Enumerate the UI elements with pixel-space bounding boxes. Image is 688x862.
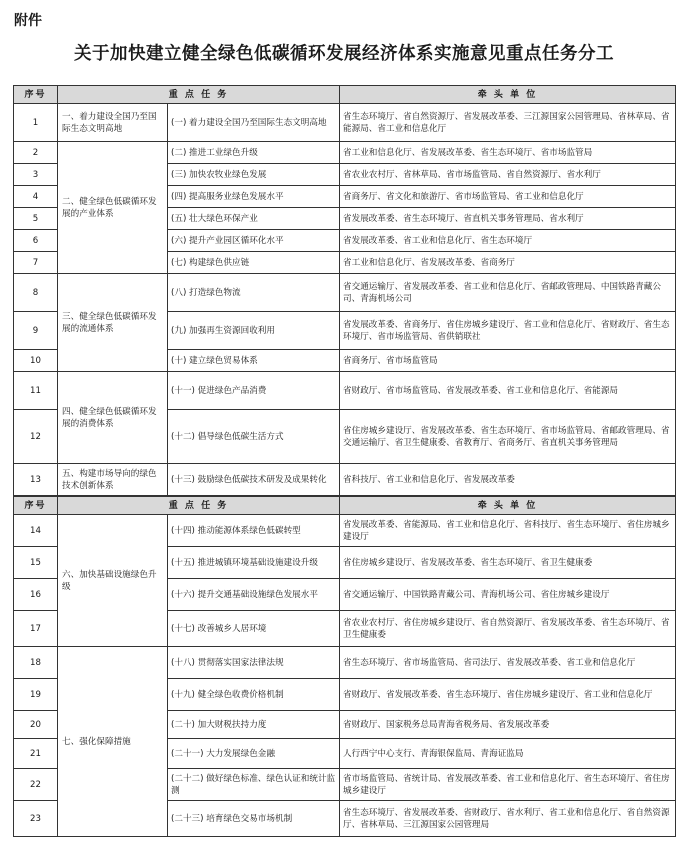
row-number: 6 [14,230,58,252]
task-cell: (十八) 贯彻落实国家法律法规 [168,647,340,679]
category-cell: 六、加快基础设施绿色升级 [58,515,168,647]
table-row [14,372,676,410]
document-title: 关于加快建立健全绿色低碳循环发展经济体系实施意见重点任务分工 [74,44,614,64]
table-row [14,647,676,679]
row-number: 8 [14,274,58,312]
row-number: 11 [14,372,58,410]
lead-cell: 省交通运输厅、省发展改革委、省工业和信息化厅、省邮政管理局、中国铁路青藏公司、青海机场公司 [340,274,676,312]
header-seq: 序号 [14,86,58,104]
lead-cell: 省生态环境厅、省市场监管局、省司法厅、省发展改革委、省工业和信息化厅 [340,647,676,679]
task-cell: (四) 提高服务业绿色发展水平 [168,186,340,208]
row-number: 19 [14,679,58,711]
header-task: 重 点 任 务 [58,86,340,104]
lead-cell: 省农业农村厅、省林草局、省市场监管局、省自然资源厅、省水利厅 [340,164,676,186]
task-cell: (二十) 加大财税扶持力度 [168,711,340,739]
lead-cell: 省发展改革委、省生态环境厅、省直机关事务管理局、省水利厅 [340,208,676,230]
table-row [14,464,676,496]
task-cell: (二十一) 大力发展绿色金融 [168,739,340,769]
category-cell: 二、健全绿色低碳循环发展的产业体系 [58,142,168,274]
lead-cell: 省住房城乡建设厅、省发展改革委、省生态环境厅、省市场监管局、省邮政管理局、省交通运输厅、省卫生健康委、省教育厅、省商务厅、省直机关事务管理局 [340,410,676,464]
lead-cell: 省财政厅、国家税务总局青海省税务局、省发展改革委 [340,711,676,739]
table-row [14,274,676,312]
task-cell: (三) 加快农牧业绿色发展 [168,164,340,186]
row-number: 18 [14,647,58,679]
table-row [14,104,676,142]
lead-cell: 省生态环境厅、省自然资源厅、省发展改革委、三江源国家公园管理局、省林草局、省能源局、省工业和信息化厅 [340,104,676,142]
lead-cell: 省生态环境厅、省发展改革委、省财政厅、省水利厅、省工业和信息化厅、省自然资源厅、省林草局、三江源国家公园管理局 [340,801,676,837]
task-cell: (九) 加强再生资源回收利用 [168,312,340,350]
task-table-2 [13,496,676,837]
row-number: 9 [14,312,58,350]
category-cell: 七、强化保障措施 [58,647,168,837]
task-cell: (十七) 改善城乡人居环境 [168,611,340,647]
header-seq: 序号 [14,497,58,515]
category-cell: 一、着力建设全国乃至国际生态文明高地 [58,104,168,142]
row-number: 13 [14,464,58,496]
lead-cell: 省交通运输厅、中国铁路青藏公司、青海机场公司、省住房城乡建设厅 [340,579,676,611]
row-number: 5 [14,208,58,230]
table-header-row [14,86,676,104]
row-number: 12 [14,410,58,464]
header-lead: 牵 头 单 位 [340,497,676,515]
lead-cell: 人行西宁中心支行、青海银保监局、青海证监局 [340,739,676,769]
row-number: 16 [14,579,58,611]
row-number: 22 [14,769,58,801]
category-cell: 五、构建市场导向的绿色技术创新体系 [58,464,168,496]
lead-cell: 省商务厅、省文化和旅游厅、省市场监管局、省工业和信息化厅 [340,186,676,208]
lead-cell: 省工业和信息化厅、省发展改革委、省商务厅 [340,252,676,274]
row-number: 20 [14,711,58,739]
row-number: 4 [14,186,58,208]
lead-cell: 省科技厅、省工业和信息化厅、省发展改革委 [340,464,676,496]
category-cell: 四、健全绿色低碳循环发展的消费体系 [58,372,168,464]
task-cell: (一) 着力建设全国乃至国际生态文明高地 [168,104,340,142]
lead-cell: 省发展改革委、省商务厅、省住房城乡建设厅、省工业和信息化厅、省财政厅、省生态环境厅、省市场监管局、省供销联社 [340,312,676,350]
table-header-row [14,497,676,515]
lead-cell: 省发展改革委、省工业和信息化厅、省生态环境厅 [340,230,676,252]
task-cell: (十五) 推进城镇环境基础设施建设升级 [168,547,340,579]
row-number: 14 [14,515,58,547]
table-row [14,515,676,547]
task-cell: (二十三) 培育绿色交易市场机制 [168,801,340,837]
lead-cell: 省住房城乡建设厅、省发展改革委、省生态环境厅、省卫生健康委 [340,547,676,579]
task-cell: (十四) 推动能源体系绿色低碳转型 [168,515,340,547]
lead-cell: 省市场监管局、省统计局、省发展改革委、省工业和信息化厅、省生态环境厅、省住房城乡建设厅 [340,769,676,801]
task-cell: (十二) 倡导绿色低碳生活方式 [168,410,340,464]
task-cell: (八) 打造绿色物流 [168,274,340,312]
task-cell: (十) 建立绿色贸易体系 [168,350,340,372]
attachment-label: 附件 [14,13,42,29]
row-number: 2 [14,142,58,164]
category-cell: 三、健全绿色低碳循环发展的流通体系 [58,274,168,372]
task-cell: (十九) 健全绿色收费价格机制 [168,679,340,711]
row-number: 15 [14,547,58,579]
lead-cell: 省工业和信息化厅、省发展改革委、省生态环境厅、省市场监管局 [340,142,676,164]
lead-cell: 省财政厅、省发展改革委、省生态环境厅、省住房城乡建设厅、省工业和信息化厅 [340,679,676,711]
header-lead: 牵 头 单 位 [340,86,676,104]
row-number: 10 [14,350,58,372]
row-number: 7 [14,252,58,274]
row-number: 3 [14,164,58,186]
table-row [14,142,676,164]
row-number: 1 [14,104,58,142]
row-number: 23 [14,801,58,837]
lead-cell: 省商务厅、省市场监管局 [340,350,676,372]
task-cell: (六) 提升产业园区循环化水平 [168,230,340,252]
lead-cell: 省农业农村厅、省住房城乡建设厅、省自然资源厅、省发展改革委、省生态环境厅、省卫生健康委 [340,611,676,647]
header-task: 重 点 任 务 [58,497,340,515]
lead-cell: 省发展改革委、省能源局、省工业和信息化厅、省科技厅、省生态环境厅、省住房城乡建设厅 [340,515,676,547]
task-cell: (五) 壮大绿色环保产业 [168,208,340,230]
task-table-1 [13,85,676,496]
task-cell: (二) 推进工业绿色升级 [168,142,340,164]
task-cell: (七) 构建绿色供应链 [168,252,340,274]
task-cell: (二十二) 做好绿色标准、绿色认证和统计监测 [168,769,340,801]
task-cell: (十六) 提升交通基础设施绿色发展水平 [168,579,340,611]
row-number: 17 [14,611,58,647]
task-cell: (十三) 鼓励绿色低碳技术研发及成果转化 [168,464,340,496]
task-cell: (十一) 促进绿色产品消费 [168,372,340,410]
row-number: 21 [14,739,58,769]
lead-cell: 省财政厅、省市场监管局、省发展改革委、省工业和信息化厅、省能源局 [340,372,676,410]
